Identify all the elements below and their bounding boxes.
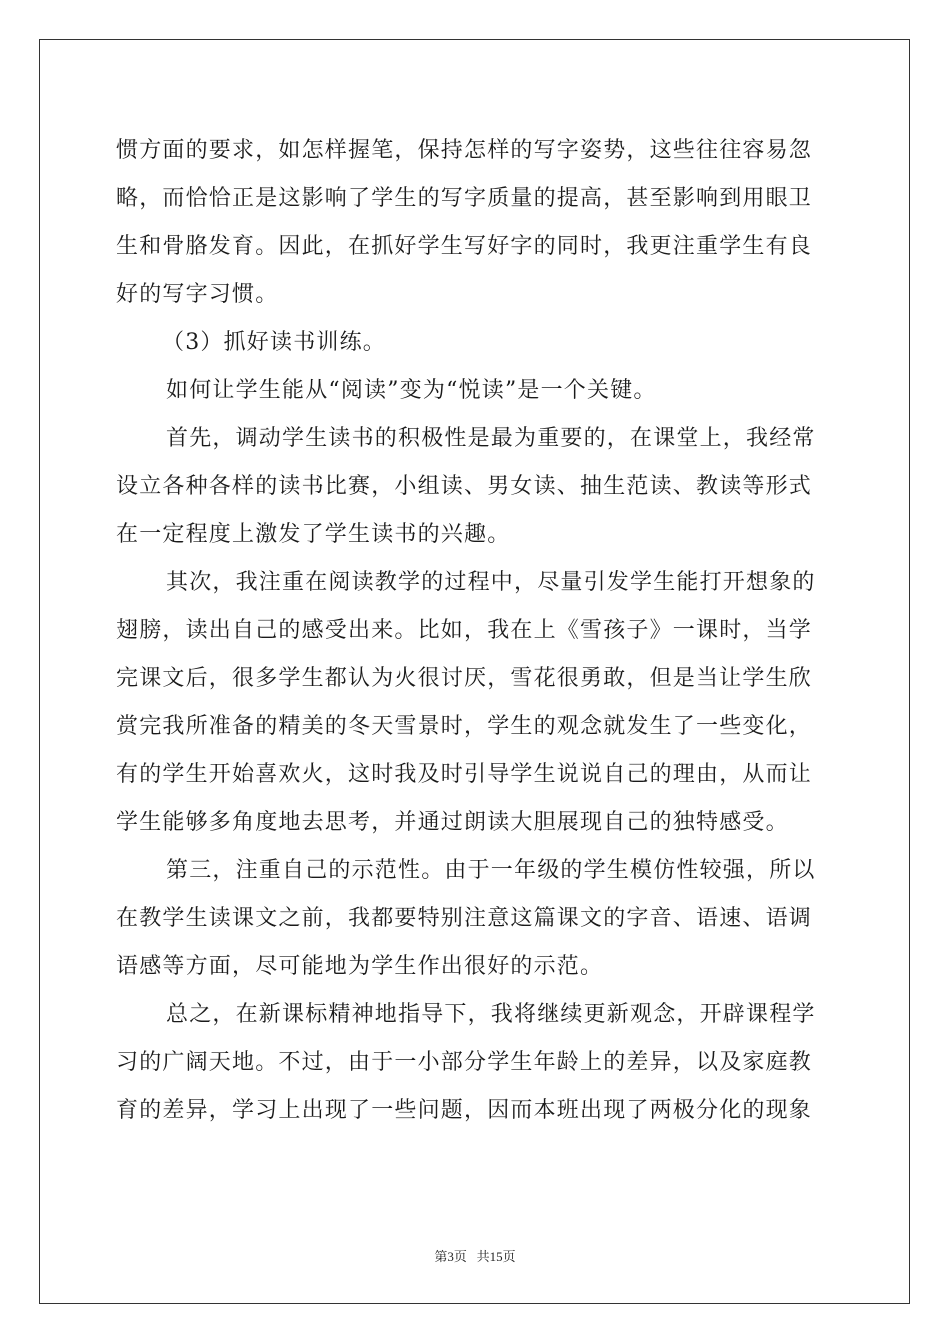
text-line: 如何让学生能从“阅读”变为“悦读”是一个关键。 [166, 378, 657, 403]
page-number-current: 第3页 [434, 1249, 467, 1264]
page-footer [0, 1246, 950, 1265]
text-line: 翅膀，读出自己的感受出来。比如，我在上《雪孩子》一课时，当学 [116, 618, 813, 643]
text-line: 习的广阔天地。不过，由于一小部分学生年龄上的差异，以及家庭教 [116, 1050, 813, 1075]
text-line: 第三，注重自己的示范性。由于一年级的学生模仿性较强，所以 [166, 858, 816, 883]
page-number-total: 共15页 [476, 1249, 516, 1264]
text-line: 略，而恰恰正是这影响了学生的写字质量的提高，甚至影响到用眼卫 [116, 186, 813, 211]
text-line: 惯方面的要求，如怎样握笔，保持怎样的写字姿势，这些往往容易忽 [116, 138, 813, 163]
text-line: （3）抓好读书训练。 [162, 330, 386, 355]
text-line: 设立各种各样的读书比赛，小组读、男女读、抽生范读、教读等形式 [116, 474, 813, 499]
text-line: 其次，我注重在阅读教学的过程中，尽量引发学生能打开想象的 [166, 570, 816, 595]
body-text [116, 127, 834, 1135]
text-line: 在教学生读课文之前，我都要特别注意这篇课文的字音、语速、语调 [116, 906, 813, 931]
text-line: 育的差异，学习上出现了一些问题，因而本班出现了两极分化的现象 [116, 1098, 813, 1123]
text-line: 生和骨胳发育。因此，在抓好学生写好字的同时，我更注重学生有良 [116, 234, 813, 259]
footer-spacer [467, 1249, 477, 1264]
text-line: 学生能够多角度地去思考，并通过朗读大胆展现自己的独特感受。 [116, 810, 789, 835]
text-line: 在一定程度上激发了学生读书的兴趣。 [116, 522, 511, 547]
text-line: 首先，调动学生读书的积极性是最为重要的，在课堂上，我经常 [166, 426, 816, 451]
text-line: 总之，在新课标精神地指导下，我将继续更新观念，开辟课程学 [166, 1002, 816, 1027]
text-line: 赏完我所准备的精美的冬天雪景时，学生的观念就发生了一些变化， [116, 714, 813, 739]
text-line: 有的学生开始喜欢火，这时我及时引导学生说说自己的理由，从而让 [116, 762, 813, 787]
text-line: 好的写字习惯。 [116, 282, 279, 307]
text-line: 语感等方面，尽可能地为学生作出很好的示范。 [116, 954, 604, 979]
text-line: 完课文后，很多学生都认为火很讨厌，雪花很勇敢，但是当让学生欣 [116, 666, 813, 691]
